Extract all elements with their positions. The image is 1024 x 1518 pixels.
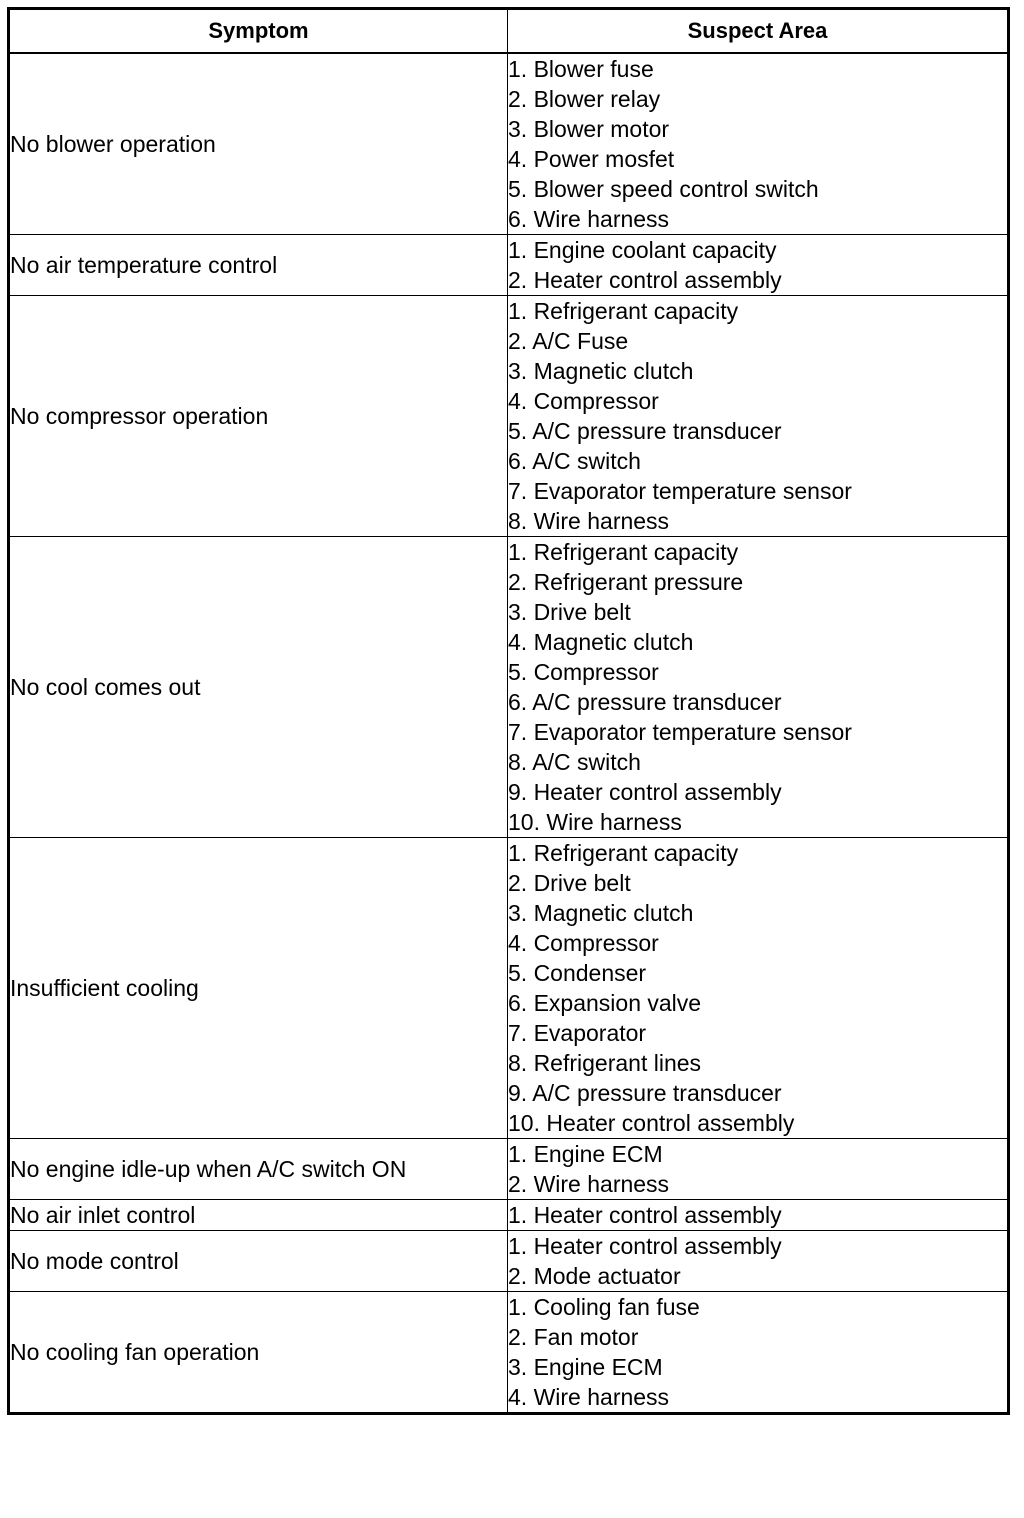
suspect-area-item: 3. Blower motor (508, 116, 670, 142)
suspect-area-item: 8. Refrigerant lines (508, 1050, 702, 1076)
suspect-area-item: 3. Engine ECM (508, 1354, 663, 1380)
suspect-area-item: 7. Evaporator temperature sensor (508, 478, 852, 504)
suspect-area-item: 2. Blower relay (508, 86, 661, 112)
suspect-area-item: 1. Refrigerant capacity (508, 539, 739, 565)
suspect-area-item: 5. Blower speed control switch (508, 176, 819, 202)
suspect-area-item: 4. Compressor (508, 930, 659, 956)
suspect-area-item: 9. Heater control assembly (508, 779, 782, 805)
suspect-area-cell (508, 296, 1009, 537)
table-row (9, 537, 1009, 838)
suspect-area-item: 3. Magnetic clutch (508, 900, 694, 926)
suspect-area-item: 5. A/C pressure transducer (508, 418, 782, 444)
suspect-area-cell (508, 838, 1009, 1139)
symptom-cell: Insufficient cooling (9, 838, 508, 1139)
symptom-cell: No cooling fan operation (9, 1292, 508, 1414)
suspect-area-item: 1. Engine coolant capacity (508, 237, 777, 263)
symptom-cell: No blower operation (9, 53, 508, 235)
suspect-area-item: 1. Engine ECM (508, 1141, 663, 1167)
suspect-area-cell (508, 1139, 1009, 1200)
suspect-area-item: 4. Compressor (508, 388, 659, 414)
suspect-area-item: 10. Heater control assembly (508, 1110, 795, 1136)
suspect-area-item: 4. Magnetic clutch (508, 629, 694, 655)
suspect-area-item: 2. Wire harness (508, 1171, 670, 1197)
suspect-area-item: 5. Condenser (508, 960, 647, 986)
suspect-area-item: 8. Wire harness (508, 508, 670, 534)
suspect-area-item: 6. A/C pressure transducer (508, 689, 782, 715)
suspect-area-item: 4. Power mosfet (508, 146, 675, 172)
suspect-area-item: 2. Heater control assembly (508, 267, 782, 293)
suspect-area-item: 7. Evaporator temperature sensor (508, 719, 852, 745)
table-row (9, 235, 1009, 296)
suspect-area-item: 2. Drive belt (508, 870, 631, 896)
suspect-area-cell (508, 1200, 1009, 1231)
suspect-area-item: 3. Drive belt (508, 599, 631, 625)
suspect-area-item: 6. A/C switch (508, 448, 641, 474)
header-suspect-area: Suspect Area (508, 9, 1009, 54)
suspect-area-item: 1. Refrigerant capacity (508, 298, 739, 324)
suspect-area-item: 9. A/C pressure transducer (508, 1080, 782, 1106)
suspect-area-item: 1. Refrigerant capacity (508, 840, 739, 866)
suspect-area-item: 1. Blower fuse (508, 56, 654, 82)
suspect-area-cell (508, 53, 1009, 235)
symptom-cell: No air temperature control (9, 235, 508, 296)
suspect-area-item: 7. Evaporator (508, 1020, 647, 1046)
suspect-area-cell (508, 1292, 1009, 1414)
table-row (9, 1231, 1009, 1292)
suspect-area-item: 2. Refrigerant pressure (508, 569, 744, 595)
suspect-area-item: 3. Magnetic clutch (508, 358, 694, 384)
symptom-cell: No air inlet control (9, 1200, 508, 1231)
suspect-area-item: 8. A/C switch (508, 749, 641, 775)
table-header-row (9, 9, 1009, 54)
symptom-cell: No engine idle-up when A/C switch ON (9, 1139, 508, 1200)
suspect-area-item: 2. A/C Fuse (508, 328, 629, 354)
table-row (9, 1200, 1009, 1231)
suspect-area-item: 1. Heater control assembly (508, 1202, 782, 1228)
symptom-cell: No compressor operation (9, 296, 508, 537)
table-body (9, 53, 1009, 1414)
table-row (9, 1139, 1009, 1200)
table-row (9, 53, 1009, 235)
suspect-area-cell (508, 235, 1009, 296)
suspect-area-item: 2. Mode actuator (508, 1263, 681, 1289)
suspect-area-item: 10. Wire harness (508, 809, 682, 835)
suspect-area-item: 1. Cooling fan fuse (508, 1294, 700, 1320)
suspect-area-item: 6. Wire harness (508, 206, 670, 232)
symptom-cell: No cool comes out (9, 537, 508, 838)
troubleshooting-table (7, 7, 1010, 1415)
suspect-area-item: 2. Fan motor (508, 1324, 639, 1350)
suspect-area-item: 5. Compressor (508, 659, 659, 685)
suspect-area-cell (508, 537, 1009, 838)
suspect-area-cell (508, 1231, 1009, 1292)
table-row (9, 1292, 1009, 1414)
suspect-area-item: 6. Expansion valve (508, 990, 702, 1016)
header-symptom: Symptom (9, 9, 508, 54)
symptom-cell: No mode control (9, 1231, 508, 1292)
table-row (9, 296, 1009, 537)
table-row (9, 838, 1009, 1139)
suspect-area-item: 1. Heater control assembly (508, 1233, 782, 1259)
suspect-area-item: 4. Wire harness (508, 1384, 670, 1410)
